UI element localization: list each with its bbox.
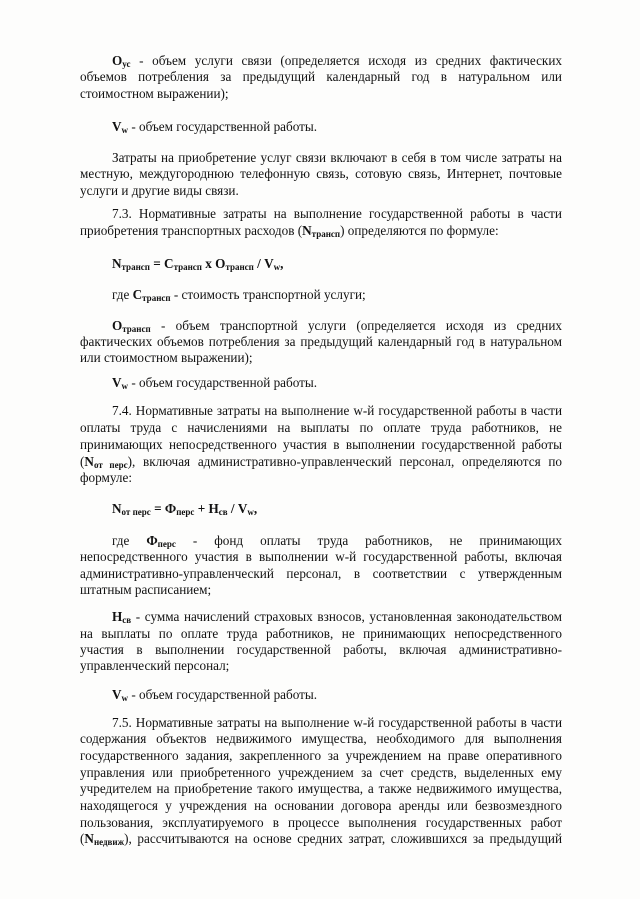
text-line: непосредственного участия в выполнении w-й государственной работы, включая <box>80 549 562 564</box>
text-line: управления или приобретенного учреждением за счет средств, выделенных ему <box>80 765 562 780</box>
text-line: (Nот перс), включая административно-управленческий персонал, определяются по <box>80 454 562 470</box>
text-line: на выплаты по оплате труда работников, не принимающих непосредственного <box>80 626 562 641</box>
line-text: ) определяются по формуле: <box>340 223 499 238</box>
text-line: формуле: <box>80 470 132 485</box>
text-line: содержания объектов недвижимого имущества, необходимого для выполнения <box>80 731 562 746</box>
text-line: Vw - объем государственной работы. <box>112 375 318 391</box>
text-line: пользования, эксплуатируемого в процессе выполнения государственных работ <box>80 815 562 830</box>
text-line: 7.3. Нормативные затраты на выполнение государственной работы в части <box>112 206 562 221</box>
line-text: приобретения транспортных расходов ( <box>80 223 303 238</box>
text-line: принимающих непосредственного участия в выполнении государственной работы <box>80 437 562 452</box>
text-line: услуги и другие виды связи. <box>80 183 239 198</box>
formula-transport: Nтрансп = Странсп х Отрансп / Vw, <box>112 256 284 272</box>
text-line: управленческий персонал; <box>80 658 230 673</box>
text-line: находящегося у учреждения на основании договора аренды или безвозмездного <box>80 798 562 813</box>
text-line: 7.4. Нормативные затраты на выполнение w-й государственной работы в части <box>112 403 562 418</box>
subscript: ус <box>122 59 131 69</box>
text-line: объемов потребления за предыдущий календарный год в натуральном или <box>80 69 562 84</box>
symbol: V <box>112 119 122 134</box>
text-line: Vw - объем государственной работы. <box>112 687 318 703</box>
text-line: Затраты на приобретение услуг связи включают в себя в том числе затраты на <box>112 150 562 165</box>
text-line: (Nнедвиж), рассчитываются на основе средних затрат, сложившихся за предыдущий <box>80 831 562 847</box>
subscript: w <box>121 125 129 135</box>
text-line: 7.5. Нормативные затраты на выполнение w-й государственной работы в части <box>112 715 562 730</box>
text-line: Нсв - сумма начислений страховых взносов, установленная законодательством <box>112 609 562 625</box>
symbol: N <box>302 223 312 238</box>
text-line: местную, междугороднюю телефонную связь, сотовую связь, Интернет, почтовые <box>80 166 562 181</box>
text-line: оплаты труда с начислениями на выплаты по оплате труда работников, не <box>80 420 562 435</box>
text-line <box>112 119 640 138</box>
text-line: Отрансп - объем транспортной услуги (определяется исходя из средних <box>112 318 562 334</box>
text-line: штатным расписанием; <box>80 582 212 597</box>
text-line: фактических объемов потребления за предыдущий календарный год в натуральном <box>80 334 562 349</box>
text-line: или стоимостном выражении); <box>80 350 253 365</box>
text-line: участия в выполнении государственной работы, включая административно- <box>80 642 562 657</box>
text-line: учредителем на приобретение такого имущества, а также недвижимого имущества, <box>80 781 562 796</box>
text-line <box>80 223 640 242</box>
line-text: - объем услуги связи (определяется исходя из средних фактических <box>130 53 562 68</box>
symbol: О <box>112 53 123 68</box>
formula-labor: Nот перс = Фперс + Нсв / Vw, <box>112 501 258 517</box>
text-line: где Странсп - стоимость транспортной услуги; <box>112 287 366 303</box>
text-line: административно-управленческий персонал, в соответствии с утвержденным <box>80 566 562 581</box>
text-line: стоимостном выражении); <box>80 86 229 101</box>
line-text: - объем государственной работы. <box>128 119 318 134</box>
subscript: трансп <box>311 229 341 239</box>
text-line: государственного задания, закрепленного за учреждением на праве оперативного <box>80 748 562 763</box>
text-line: где Фперс - фонд оплаты труда работников, не принимающих <box>112 533 562 549</box>
